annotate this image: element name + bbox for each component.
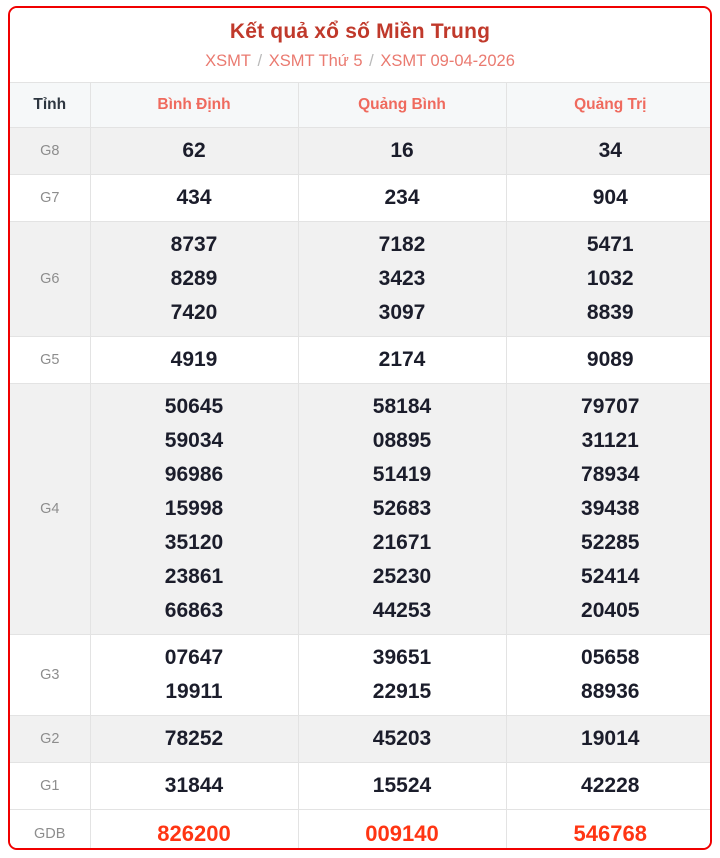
- lottery-number: 51419: [372, 463, 432, 487]
- result-cell-g8-col2: [298, 127, 506, 174]
- lottery-number: 58184: [372, 395, 432, 419]
- prize-label-g5: G5: [10, 337, 90, 384]
- prize-label-g1: G1: [10, 763, 90, 810]
- lottery-number: 15524: [372, 774, 432, 798]
- prize-label-g6: G6: [10, 221, 90, 336]
- lottery-number: 15998: [164, 497, 224, 521]
- card-header: [10, 8, 710, 82]
- result-cell-gdb-col3: [506, 810, 712, 850]
- result-cell-g5-col2: [298, 337, 506, 384]
- result-cell-g4-col2: [298, 384, 506, 635]
- column-header-province-3[interactable]: Quảng Trị: [506, 82, 712, 127]
- lottery-number: 52683: [372, 497, 432, 521]
- lottery-number: 009140: [365, 821, 439, 847]
- table-row: [10, 127, 712, 174]
- lottery-number: 7420: [170, 301, 218, 324]
- prize-label-g7: G7: [10, 174, 90, 221]
- result-cell-g4-col3: [506, 384, 712, 635]
- lottery-number: 66863: [164, 599, 224, 623]
- lottery-number: 59034: [164, 429, 224, 453]
- result-cell-g1-col1: [90, 763, 298, 810]
- result-cell-gdb-col1: [90, 810, 298, 850]
- page-title: Kết quả xổ số Miền Trung: [229, 20, 491, 43]
- lottery-number: 34: [598, 138, 622, 162]
- lottery-number: 31844: [164, 774, 224, 798]
- lottery-number: 39651: [372, 646, 432, 670]
- lottery-number: 9089: [586, 348, 634, 372]
- result-cell-g8-col1: [90, 127, 298, 174]
- prize-label-gdb: GDB: [10, 810, 90, 850]
- result-cell-g7-col1: [90, 174, 298, 221]
- lottery-number: 31121: [581, 429, 639, 453]
- lottery-number: 07647: [164, 646, 224, 670]
- table-header-row: [10, 82, 712, 127]
- column-header-province-1[interactable]: Bình Định: [90, 82, 298, 127]
- result-cell-g4-col1: [90, 384, 298, 635]
- lottery-number: 50645: [164, 395, 224, 419]
- lottery-number: 234: [384, 185, 420, 209]
- lottery-number: 42228: [581, 774, 640, 798]
- table-row: [10, 635, 712, 716]
- breadcrumb-item-2[interactable]: XSMT Thứ 5: [268, 52, 363, 71]
- lottery-number: 19014: [581, 727, 640, 751]
- prize-label-g8: G8: [10, 127, 90, 174]
- lottery-number: 05658: [581, 646, 640, 670]
- lottery-number: 4919: [170, 348, 218, 372]
- lottery-number: 2174: [378, 348, 426, 372]
- lottery-number: 88936: [581, 680, 640, 704]
- lottery-number: 546768: [573, 821, 647, 847]
- breadcrumb-separator: /: [364, 52, 379, 71]
- table-row: [10, 384, 712, 635]
- table-body: [10, 127, 712, 850]
- lottery-results-table: [10, 82, 712, 850]
- result-cell-g6-col1: [90, 221, 298, 336]
- result-cell-g3-col1: [90, 635, 298, 716]
- result-cell-g7-col2: [298, 174, 506, 221]
- lottery-number: 45203: [372, 727, 432, 751]
- lottery-number: 20405: [581, 599, 640, 623]
- lottery-number: 23861: [164, 565, 224, 589]
- result-cell-g5-col3: [506, 337, 712, 384]
- result-cell-g3-col3: [506, 635, 712, 716]
- lottery-number: 08895: [372, 429, 432, 453]
- result-cell-gdb-col2: [298, 810, 506, 850]
- lottery-number: 8737: [170, 232, 218, 256]
- table-row: [10, 810, 712, 850]
- prize-label-g4: G4: [10, 384, 90, 635]
- lottery-number: 21671: [372, 531, 432, 555]
- lottery-number: 16: [390, 138, 414, 162]
- table-header: [10, 82, 712, 127]
- lottery-number: 35120: [164, 531, 224, 555]
- lottery-number: 8289: [170, 266, 218, 290]
- prize-label-g3: G3: [10, 635, 90, 716]
- breadcrumb-item-1[interactable]: XSMT: [205, 52, 251, 71]
- lottery-number: 3423: [378, 266, 426, 290]
- lottery-number: 52414: [581, 565, 640, 589]
- lottery-number: 79707: [581, 395, 640, 419]
- lottery-result-card: [8, 6, 712, 850]
- result-cell-g2-col1: [90, 716, 298, 763]
- column-header-prize: Tỉnh: [10, 82, 90, 127]
- lottery-number: 78934: [581, 463, 640, 487]
- lottery-number: 78252: [164, 727, 224, 751]
- lottery-number: 1032: [586, 266, 634, 290]
- lottery-number: 7182: [378, 232, 426, 256]
- table-row: [10, 337, 712, 384]
- result-cell-g1-col2: [298, 763, 506, 810]
- lottery-number: 39438: [581, 497, 640, 521]
- lottery-number: 52285: [581, 531, 640, 555]
- table-row: [10, 174, 712, 221]
- result-cell-g5-col1: [90, 337, 298, 384]
- lottery-number: 25230: [372, 565, 432, 589]
- result-cell-g3-col2: [298, 635, 506, 716]
- table-row: [10, 221, 712, 336]
- result-cell-g6-col3: [506, 221, 712, 336]
- breadcrumb-separator: /: [252, 52, 267, 71]
- lottery-number: 904: [592, 185, 628, 209]
- result-cell-g6-col2: [298, 221, 506, 336]
- result-cell-g2-col2: [298, 716, 506, 763]
- table-row: [10, 716, 712, 763]
- lottery-number: 3097: [378, 301, 426, 324]
- result-cell-g2-col3: [506, 716, 712, 763]
- column-header-province-2[interactable]: Quảng Bình: [298, 82, 506, 127]
- prize-label-g2: G2: [10, 716, 90, 763]
- lottery-number: 826200: [157, 821, 231, 847]
- breadcrumb: [20, 52, 700, 72]
- lottery-number: 96986: [164, 463, 224, 487]
- table-row: [10, 763, 712, 810]
- lottery-number: 22915: [372, 680, 432, 704]
- lottery-number: 8839: [586, 301, 634, 324]
- lottery-number: 44253: [372, 599, 432, 623]
- lottery-number: 19911: [165, 680, 223, 704]
- result-cell-g1-col3: [506, 763, 712, 810]
- lottery-number: 5471: [586, 232, 634, 256]
- lottery-number: 434: [176, 185, 212, 209]
- result-cell-g8-col3: [506, 127, 712, 174]
- result-cell-g7-col3: [506, 174, 712, 221]
- breadcrumb-item-3[interactable]: XSMT 09-04-2026: [380, 52, 515, 71]
- lottery-number: 62: [182, 138, 206, 162]
